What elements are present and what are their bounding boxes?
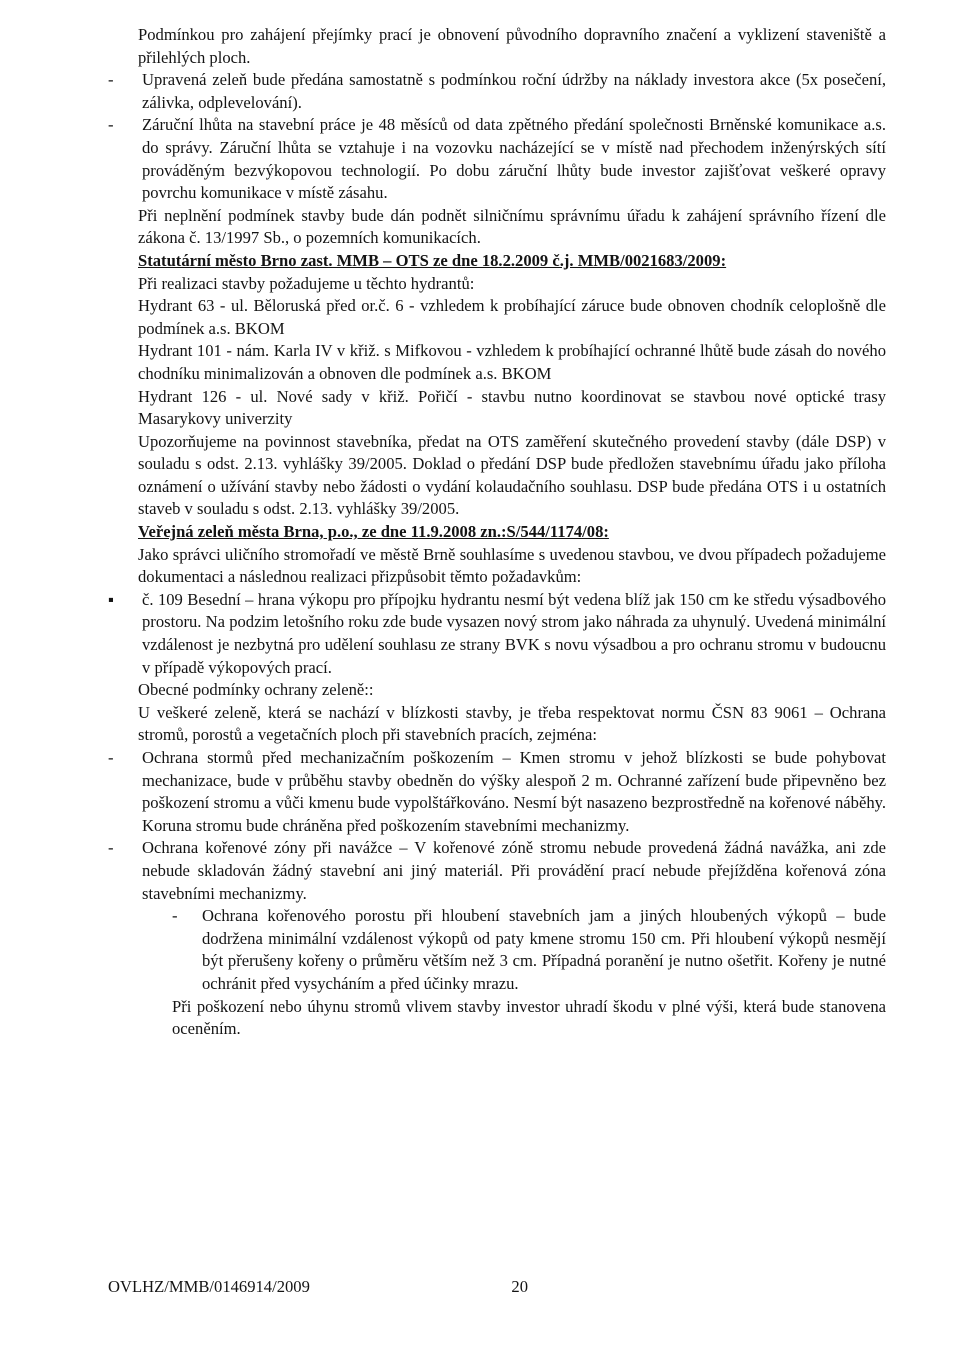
dash-marker: - — [108, 70, 114, 90]
paragraph-dsp-notice: Upozorňujeme na povinnost stavebníka, předat na OTS zaměření skutečného provedení stavby (dále DSP) v souladu s odst. 2.13. vyhlášky 39/2005. Doklad o předání DSP bude předložen stavebnímu úřadu jako příloha oznámení o užívání stavby nebo žádosti o vydání kolaudačního souhlasu. DSP bude předána OTS i u ostatních staveb v souladu s odst. 2.13. vyhlášky 39/2005. — [138, 431, 886, 519]
dash-marker: - — [108, 115, 114, 135]
document-body — [108, 24, 886, 1041]
paragraph-hydrant-101: Hydrant 101 - nám. Karla IV v křiž. s Mifkovou - vzhledem k probíhající ochranné lhůtě bude zásah do nového chodníku minimalizován a obnoven dle podmínek a.s. BKOM — [138, 341, 886, 383]
paragraph-noncompliance: Při neplnění podmínek stavby bude dán podnět silničnímu správnímu úřadu k zahájení správního řízení dle zákona č. 13/1997 Sb., o pozemních komunikacích. — [138, 205, 886, 248]
paragraph-vzmb-consent: Jako správci uličního stromořadí ve městě Brně souhlasíme s uvedenou stavbou, ve dvou případech požadujeme dokumentaci a následnou realizaci přizpůsobit těmto požadavkům: — [138, 544, 886, 587]
list-item-greenery — [108, 69, 886, 114]
list-item-mechanical-protection — [108, 747, 886, 837]
dash-marker: - — [108, 838, 114, 858]
list-item-text: Ochrana kořenové zóny při navážce – V kořenové zóně stromu nebude provedená žádná navážka, ani zde nebude skladován žádný stavební ani jiný materiál. Při provádění prací nebude přejížděna kořenová zóna stavebními mechanizmy. — [142, 838, 886, 903]
list-item-text: Ochrana kořenového porostu při hloubení stavebních jam a jiných hloubených výkopů – bude dodržena minimální vzdálenost výkopů od paty kmene stromu 150 cm. Při hloubení výkopů nesmějí být přerušeny kořeny o průměru větším než 3 cm. Případná poranění je nutno ošetřit. Kořeny je nutné ochránit před vysycháním a před účinky mrazu. — [202, 906, 886, 993]
paragraph-hydrant-126: Hydrant 126 - ul. Nové sady v křiž. Pořičí - stavbu nutno koordinovat se stavbou nové optické trasy Masarykovy univerzity — [138, 386, 886, 429]
dash-marker: - — [108, 748, 114, 767]
paragraph-damage-compensation: Při poškození nebo úhynu stromů vlivem stavby investor uhradí škodu v plné výši, která bude stanovena oceněním. — [172, 996, 886, 1039]
bullet-item-text: č. 109 Besední – hrana výkopu pro přípojku hydrantu nesmí být vedena blíž jak 150 cm ke středu výsadbového prostoru. Na podzim letošního roku zde bude vysazen nový strom jako náhrada za uhynulý. Uvedená minimální vzdálenost je nezbytná pro udělení souhlasu ze strany BVK s novu výsadbou a pro ochranu stromu v budoucnu v případě výkopových prací. — [142, 589, 886, 677]
page-number: 20 — [511, 1277, 528, 1296]
list-item-warranty — [108, 114, 886, 204]
list-item-text: Ochrana stormů před mechanizačním poškozením – Kmen stromu v jehož blízkosti se bude pohybovat mechanizace, bude v průběhu stavby obedněn do výšky alespoň 2 m. Ochranné zařízení bude připevněno bez poškození stromu a vůči kmenu bude vypolštářkováno. Nesmí být nasazeno bezprostředně na kořenové náběhy. Koruna stromu bude chráněna před poškozením stavebními mechanizmy. — [142, 748, 886, 835]
paragraph-csn-norm: U veškeré zeleně, která se nachází v blízkosti stavby, je třeba respektovat normu ČSN 83 9061 – Ochrana stromů, porostů a vegetačních ploch při stavebních pracích, zejména: — [138, 702, 886, 745]
section-heading-vzmb: Veřejná zeleň města Brna, p.o., ze dne 11.9.2008 zn.:S/544/1174/08: — [138, 522, 609, 542]
document-reference: OVLHZ/MMB/0146914/2009 — [108, 1277, 310, 1296]
list-item-text: Upravená zeleň bude předána samostatně s podmínkou roční údržby na náklady investora akce (5x posečení, zálivka, odplevelování). — [142, 70, 886, 112]
paragraph-general-conditions-title: Obecné podmínky ochrany zeleně:: — [138, 680, 374, 700]
paragraph-hydrants-intro: Při realizaci stavby požadujeme u těchto hydrantů: — [138, 273, 475, 293]
paragraph-takeover-condition: Podmínkou pro zahájení přejímky prací je obnovení původního dopravního značení a vyklizení staveniště a přilehlých ploch. — [138, 25, 886, 67]
list-item-root-excavation — [172, 905, 886, 995]
square-bullet-icon: ▪ — [108, 589, 114, 609]
list-item-root-zone — [108, 837, 886, 905]
section-heading-mmb-ots: Statutární město Brno zast. MMB – OTS ze dne 18.2.2009 č.j. MMB/0021683/2009: — [138, 250, 727, 270]
list-item-text: Záruční lhůta na stavební práce je 48 měsíců od data zpětného předání společnosti Brněnské komunikace a.s. do správy. Záruční lhůta se vztahuje i na vozovku nacházející se v místě nad přechodem inženýrských sítí prováděným bezvýkopovou technologií. Po dobu záruční lhůty bude investor zajišťovat veškeré opravy povrchu komunikace v místě zásahu. — [142, 115, 886, 203]
paragraph-hydrant-63: Hydrant 63 - ul. Běloruská před or.č. 6 - vzhledem k probíhající záruce bude obnoven chodník celoplošně dle podmínek a.s. BKOM — [138, 296, 886, 338]
bullet-item-besedni — [108, 589, 886, 679]
page-footer — [108, 1276, 528, 1299]
dash-marker: - — [172, 906, 178, 926]
